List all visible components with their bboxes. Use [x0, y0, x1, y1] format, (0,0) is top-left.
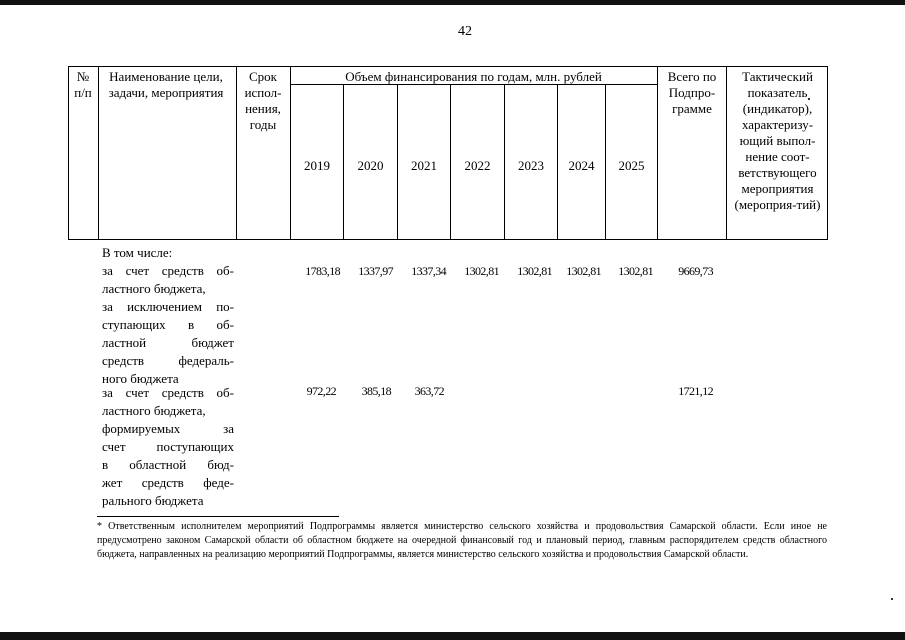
row1-line: за исключением по- — [102, 299, 234, 314]
scan-speck — [891, 598, 893, 600]
row1-value-2020: 1337,97 — [358, 264, 393, 278]
row2-line: формируемых за — [102, 421, 234, 436]
page-number: 42 — [458, 24, 472, 39]
header-col-indicator: Тактический показатель (индикатор), характеризу-ющий выпол-нение соот-ветствующего мероприятия (мероприя-тий) — [734, 69, 821, 212]
row1-description — [102, 262, 234, 388]
row1-line: ступающих в об- — [102, 317, 234, 332]
header-year: 2025 — [618, 158, 645, 173]
row1-line: ластной бюджет — [102, 335, 234, 350]
scan-top-border — [0, 0, 905, 5]
row1-value-2021: 1337,34 — [411, 264, 446, 278]
footnote-separator — [97, 516, 339, 517]
intro-label: В том числе: — [102, 245, 173, 260]
scan-bottom-border — [0, 632, 905, 640]
row2-line: за счет средств об- — [102, 385, 234, 400]
header-year: 2020 — [357, 158, 384, 173]
row1-value-2025: 1302,81 — [618, 264, 653, 278]
row2-value-2021: 363,72 — [414, 384, 444, 398]
table-rule — [726, 66, 727, 240]
header-year: 2022 — [464, 158, 491, 173]
row1-line: ластного бюджета, — [102, 281, 206, 296]
header-year: 2023 — [518, 158, 544, 173]
header-col-total: Всего по Подпро-грамме — [667, 69, 717, 116]
row1-line: за счет средств об- — [102, 263, 234, 278]
table-rule — [657, 66, 658, 240]
header-col-number: № п/п — [74, 69, 92, 100]
row1-line: ного бюджета — [102, 371, 179, 386]
header-year: 2019 — [304, 158, 330, 173]
table-rule — [290, 66, 291, 240]
row2-line: в областной бюд- — [102, 457, 234, 472]
row1-value-2022: 1302,81 — [464, 264, 499, 278]
row2-line: ластного бюджета, — [102, 403, 206, 418]
header-col-term: Срок испол-нения, годы — [244, 69, 282, 132]
header-col-name: Наименование цели, задачи, мероприятия — [108, 69, 224, 100]
table-rule — [98, 66, 99, 240]
row2-line: жет средств феде- — [102, 475, 234, 490]
row2-line: рального бюджета — [102, 493, 204, 508]
row1-value-2024: 1302,81 — [566, 264, 601, 278]
row1-total: 9669,73 — [678, 264, 713, 278]
header-year: 2024 — [568, 158, 595, 173]
header-col-funding: Объем финансирования по годам, млн. рублей — [345, 69, 602, 84]
row2-description — [102, 384, 234, 510]
row2-value-2020: 385,18 — [361, 384, 391, 398]
row1-value-2023: 1302,81 — [517, 264, 552, 278]
row2-line: счет поступающих — [102, 439, 234, 454]
scan-speck — [808, 98, 810, 100]
header-year: 2021 — [411, 158, 437, 173]
row2-total: 1721,12 — [678, 384, 713, 398]
table-rule — [236, 66, 237, 240]
row2-value-2019: 972,22 — [306, 384, 336, 398]
row1-value-2019: 1783,18 — [305, 264, 340, 278]
footnote: * Ответственным исполнителем мероприятий Подпрограммы является министерство сельского хозяйства и продовольствия Самарской области. Если иное не предусмотрено законом Самарской области об областном бюджете на очередной финансовый год и плановый период, главным распорядителем средств областного бюджета, направленных на реализацию мероприятий Подпрограммы, является министерство сельского хозяйства и продовольствия Самарской области. — [97, 521, 827, 560]
row1-line: средств федераль- — [102, 353, 234, 368]
